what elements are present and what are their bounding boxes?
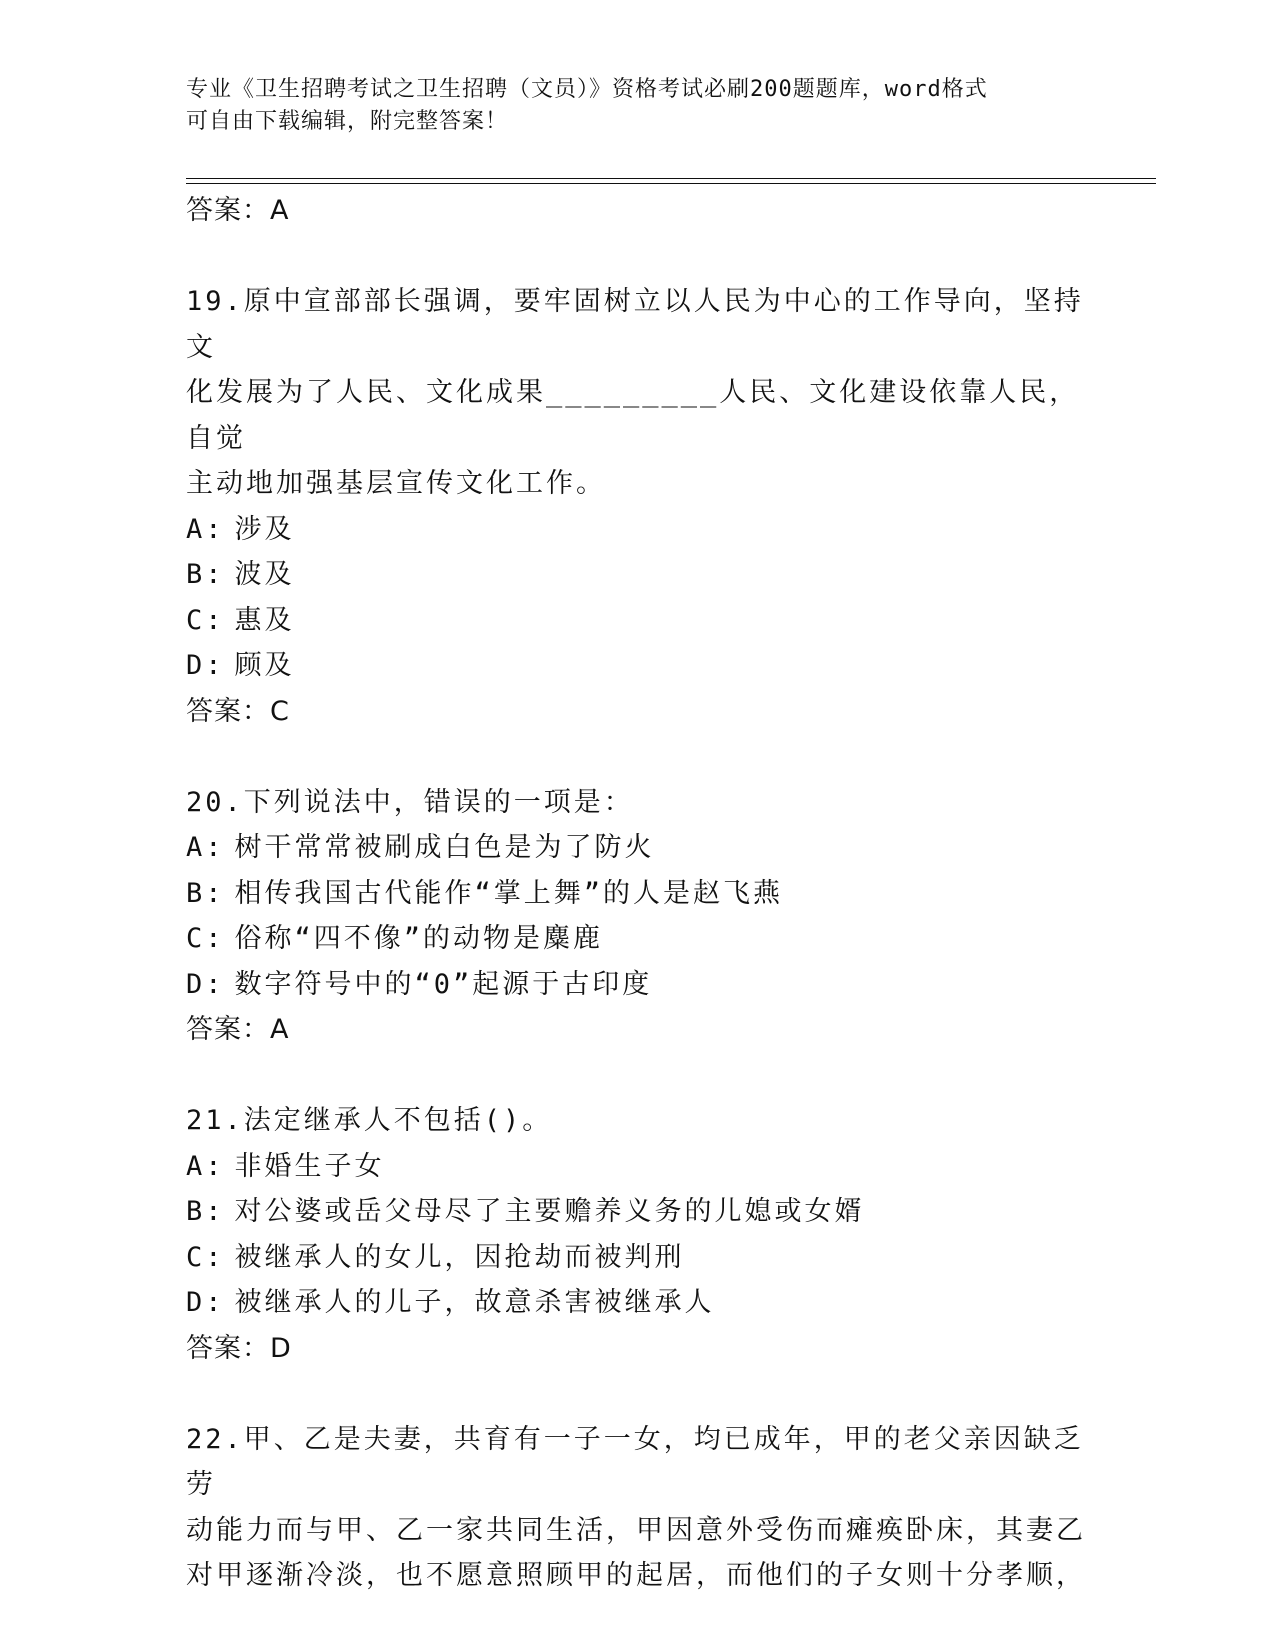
- option-d: [186, 1280, 1086, 1326]
- answer-label: 答案：: [186, 695, 270, 727]
- option-text: 波及: [234, 559, 295, 590]
- question-stem: 19.原中宣部部长强调，要牢固树立以人民为中心的工作导向，坚持文 化发展为了人民、文化成果_________人民、文化建设依靠人民，自觉 主动地加强基层宣传文化工作。: [186, 286, 1084, 499]
- option-text: 惠及: [234, 604, 295, 636]
- option-text: 对公婆或岳父母尽了主要赡养义务的儿媳或女婿: [234, 1196, 865, 1227]
- option-text: 被继承人的女儿，因抢劫而被判刑: [234, 1241, 685, 1273]
- option-text: 树干常常被刷成白色是为了防火: [234, 832, 655, 863]
- option-b: [186, 871, 1086, 917]
- option-label: A:: [186, 513, 225, 545]
- option-label: C:: [186, 1241, 225, 1273]
- option-label: A:: [186, 832, 225, 863]
- answer-line: [186, 188, 1086, 234]
- question-stem: 22.甲、乙是夫妻，共育有一子一女，均已成年，甲的老父亲因缺乏劳 动能力而与甲、乙一家共同生活，甲因意外受伤而瘫痪卧床，其妻乙 对甲逐渐冷淡，也不愿意照顾甲的起居，而他们的子女则十分孝顺，: [186, 1423, 1086, 1591]
- option-b: [186, 1189, 1086, 1235]
- answer-line: [186, 689, 1086, 735]
- option-label: B:: [186, 559, 225, 590]
- header-divider-top: [186, 178, 1156, 179]
- option-label: A:: [186, 1150, 225, 1182]
- option-text: 顾及: [234, 650, 295, 681]
- header-divider-bottom: [186, 183, 1156, 184]
- option-d: [186, 962, 1086, 1008]
- answer-label: 答案：: [186, 195, 270, 226]
- option-label: D:: [186, 1287, 225, 1318]
- option-text: 数字符号中的“0”起源于古印度: [234, 968, 653, 1000]
- option-label: C:: [186, 923, 225, 954]
- option-text: 涉及: [234, 513, 295, 545]
- option-a: [186, 507, 1086, 553]
- answer-line: [186, 1326, 1086, 1372]
- answer-label: 答案：: [186, 1014, 270, 1045]
- option-text: 相传我国古代能作“掌上舞”的人是赵飞燕: [234, 877, 784, 909]
- option-text: 非婚生子女: [234, 1150, 385, 1182]
- option-c: [186, 1235, 1086, 1281]
- answer-value: A: [270, 195, 290, 226]
- question-stem: 20.下列说法中，错误的一项是：: [186, 786, 634, 818]
- option-a: [186, 825, 1086, 871]
- answer-line: [186, 1007, 1086, 1053]
- option-label: B:: [186, 877, 225, 909]
- option-c: [186, 598, 1086, 644]
- option-label: D:: [186, 650, 225, 681]
- option-label: B:: [186, 1196, 225, 1227]
- option-text: 被继承人的儿子，故意杀害被继承人: [234, 1287, 715, 1318]
- question-block: [186, 780, 1086, 1054]
- question-block: [186, 1417, 1086, 1599]
- document-body: [186, 188, 1086, 1599]
- option-a: [186, 1144, 1086, 1190]
- answer-value: C: [270, 695, 290, 727]
- spacer: [186, 735, 1086, 780]
- question-block: [186, 279, 1086, 735]
- answer-value: D: [270, 1332, 292, 1364]
- answer-label: 答案：: [186, 1332, 270, 1364]
- spacer: [186, 234, 1086, 279]
- option-label: C:: [186, 604, 225, 636]
- header-line-2: 可自由下载编辑，附完整答案！: [186, 109, 509, 134]
- question-block: [186, 1098, 1086, 1372]
- option-d: [186, 643, 1086, 689]
- option-text: 俗称“四不像”的动物是麋鹿: [234, 923, 604, 954]
- option-label: D:: [186, 968, 225, 1000]
- question-stem: 21.法定继承人不包括()。: [186, 1105, 553, 1136]
- option-c: [186, 916, 1086, 962]
- header-line-1: 专业《卫生招聘考试之卫生招聘（文员）》资格考试必刷200题题库，word格式: [186, 77, 988, 102]
- document-header: [186, 74, 1066, 138]
- answer-value: A: [270, 1014, 290, 1045]
- option-b: [186, 552, 1086, 598]
- spacer: [186, 1053, 1086, 1098]
- spacer: [186, 1372, 1086, 1417]
